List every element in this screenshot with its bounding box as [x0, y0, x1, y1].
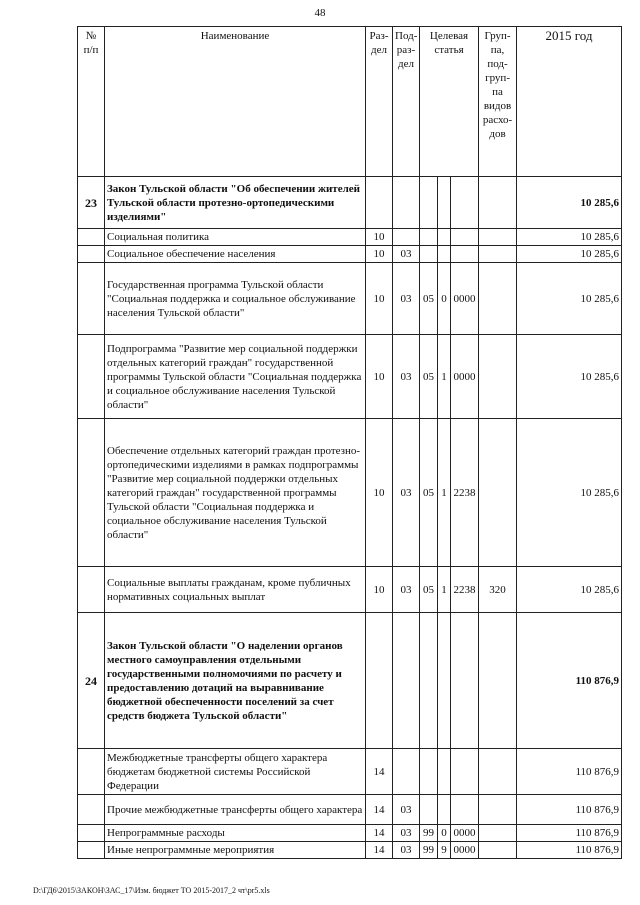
row-target-program: [420, 177, 438, 229]
row-amount: 10 285,6: [517, 177, 622, 229]
row-target-subprogram: 9: [438, 842, 451, 859]
row-expense-type: [479, 177, 517, 229]
table-row: [78, 246, 622, 263]
row-target-direction: 0000: [451, 263, 479, 335]
row-number: [78, 749, 105, 795]
row-name: Государственная программа Тульской области "Социальная поддержка и социальное обслуживание населения Тульской области": [105, 263, 366, 335]
row-section: 10: [366, 335, 393, 419]
row-section: [366, 613, 393, 749]
row-amount: 10 285,6: [517, 229, 622, 246]
row-number: [78, 263, 105, 335]
row-target-subprogram: [438, 177, 451, 229]
row-target-program: [420, 749, 438, 795]
row-target-program: [420, 795, 438, 825]
table-row: [78, 749, 622, 795]
row-target-program: 99: [420, 825, 438, 842]
header-expense-group: Груп- па, под- груп- па видов расхо- дов: [479, 27, 517, 177]
row-number: 23: [78, 177, 105, 229]
page-number: 48: [314, 7, 326, 19]
row-expense-type: [479, 749, 517, 795]
header-name: Наименование: [105, 27, 366, 177]
row-name: Социальные выплаты гражданам, кроме публичных нормативных социальных выплат: [105, 567, 366, 613]
row-name: Непрограммные расходы: [105, 825, 366, 842]
row-section: 10: [366, 246, 393, 263]
row-target-subprogram: [438, 795, 451, 825]
row-expense-type: [479, 842, 517, 859]
table-row: [78, 795, 622, 825]
row-subsection: 03: [393, 246, 420, 263]
row-target-direction: 2238: [451, 567, 479, 613]
row-target-subprogram: 0: [438, 263, 451, 335]
row-section: 10: [366, 419, 393, 567]
row-subsection: [393, 229, 420, 246]
row-section: [366, 177, 393, 229]
row-amount: 110 876,9: [517, 613, 622, 749]
row-subsection: 03: [393, 842, 420, 859]
row-section: 14: [366, 842, 393, 859]
row-number: [78, 335, 105, 419]
row-target-program: 05: [420, 335, 438, 419]
header-num: № п/п: [78, 27, 105, 177]
row-target-program: [420, 229, 438, 246]
table-row: [78, 842, 622, 859]
row-number: [78, 419, 105, 567]
row-expense-type: [479, 263, 517, 335]
row-name: Подпрограмма "Развитие мер социальной поддержки отдельных категорий граждан" государственной программы Тульской области "Социальная поддержка и социальное обслуживание населения Тульской области": [105, 335, 366, 419]
table-row: [78, 613, 622, 749]
row-target-program: 05: [420, 419, 438, 567]
row-target-direction: [451, 177, 479, 229]
row-target-direction: 2238: [451, 419, 479, 567]
row-target-subprogram: [438, 613, 451, 749]
row-expense-type: [479, 825, 517, 842]
row-target-program: 05: [420, 263, 438, 335]
row-target-subprogram: 1: [438, 567, 451, 613]
row-name: Закон Тульской области "О наделении органов местного самоуправления отдельными государственными полномочиями по расчету и предоставлению дотаций на выравнивание бюджетной обеспеченности поселений за счет средств бюджета Тульской области": [105, 613, 366, 749]
row-target-program: 05: [420, 567, 438, 613]
row-subsection: 03: [393, 825, 420, 842]
row-subsection: [393, 749, 420, 795]
row-amount: 110 876,9: [517, 842, 622, 859]
row-subsection: 03: [393, 567, 420, 613]
header-section: Раз- дел: [366, 27, 393, 177]
row-target-subprogram: 1: [438, 335, 451, 419]
row-section: 14: [366, 795, 393, 825]
row-amount: 110 876,9: [517, 795, 622, 825]
row-subsection: [393, 613, 420, 749]
row-section: 10: [366, 263, 393, 335]
row-expense-type: [479, 229, 517, 246]
row-expense-type: [479, 795, 517, 825]
row-number: [78, 842, 105, 859]
row-name: Прочие межбюджетные трансферты общего характера: [105, 795, 366, 825]
row-section: 14: [366, 825, 393, 842]
row-expense-type: [479, 335, 517, 419]
row-subsection: 03: [393, 795, 420, 825]
row-amount: 10 285,6: [517, 567, 622, 613]
row-amount: 10 285,6: [517, 263, 622, 335]
row-target-direction: [451, 795, 479, 825]
row-expense-type: [479, 246, 517, 263]
row-number: [78, 229, 105, 246]
row-name: Обеспечение отдельных категорий граждан протезно-ортопедическими изделиями в рамках подпрограммы "Развитие мер социальной поддержки отдельных категорий граждан" государственной программы Тульской области "Социальная поддержка и социальное обслуживание населения Тульской области": [105, 419, 366, 567]
header-target-article: Целевая статья: [420, 27, 479, 177]
file-path: D:\ГД6\2015\ЗАКОН\ЗАС_17\Изм. бюджет ТО 2015-2017_2 чт\pr5.xls: [33, 886, 270, 895]
row-section: 10: [366, 567, 393, 613]
row-target-subprogram: [438, 749, 451, 795]
row-name: Социальное обеспечение населения: [105, 246, 366, 263]
row-number: 24: [78, 613, 105, 749]
row-name: Социальная политика: [105, 229, 366, 246]
row-expense-type: 320: [479, 567, 517, 613]
row-target-direction: 0000: [451, 335, 479, 419]
row-number: [78, 567, 105, 613]
row-section: 10: [366, 229, 393, 246]
table-header-row: [78, 27, 622, 177]
table-row: [78, 419, 622, 567]
row-target-program: [420, 246, 438, 263]
row-number: [78, 795, 105, 825]
row-target-subprogram: 1: [438, 419, 451, 567]
row-number: [78, 825, 105, 842]
budget-table: [77, 26, 622, 859]
row-amount: 10 285,6: [517, 246, 622, 263]
table-row: [78, 825, 622, 842]
table-row: [78, 335, 622, 419]
row-name: Межбюджетные трансферты общего характера бюджетам бюджетной системы Российской Федерации: [105, 749, 366, 795]
row-target-direction: 0000: [451, 825, 479, 842]
row-subsection: 03: [393, 419, 420, 567]
row-number: [78, 246, 105, 263]
table-row: [78, 263, 622, 335]
row-amount: 110 876,9: [517, 749, 622, 795]
table-row: [78, 229, 622, 246]
row-target-direction: [451, 613, 479, 749]
row-subsection: [393, 177, 420, 229]
row-target-direction: [451, 246, 479, 263]
row-expense-type: [479, 419, 517, 567]
row-subsection: 03: [393, 335, 420, 419]
row-name: Закон Тульской области "Об обеспечении жителей Тульской области протезно-ортопедическими изделиями": [105, 177, 366, 229]
table-row: [78, 567, 622, 613]
row-expense-type: [479, 613, 517, 749]
row-section: 14: [366, 749, 393, 795]
row-subsection: 03: [393, 263, 420, 335]
row-name: Иные непрограммные мероприятия: [105, 842, 366, 859]
row-target-direction: [451, 229, 479, 246]
header-year: 2015 год: [517, 27, 622, 177]
row-amount: 110 876,9: [517, 825, 622, 842]
row-target-subprogram: [438, 229, 451, 246]
row-target-program: 99: [420, 842, 438, 859]
row-target-direction: 0000: [451, 842, 479, 859]
row-target-direction: [451, 749, 479, 795]
row-amount: 10 285,6: [517, 335, 622, 419]
row-target-subprogram: 0: [438, 825, 451, 842]
row-target-subprogram: [438, 246, 451, 263]
row-target-program: [420, 613, 438, 749]
table-row: [78, 177, 622, 229]
row-amount: 10 285,6: [517, 419, 622, 567]
header-subsection: Под- раз- дел: [393, 27, 420, 177]
